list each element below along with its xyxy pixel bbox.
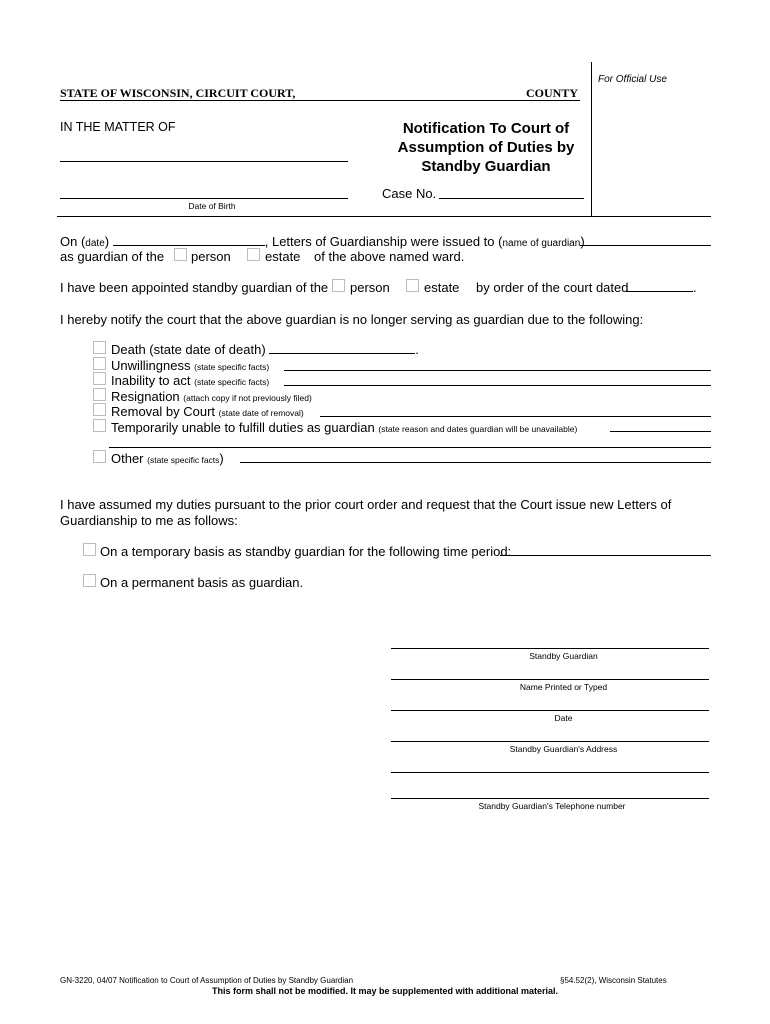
- temporarily-unable-label: Temporarily unable to fulfill duties as guardian: [111, 420, 375, 435]
- notify-text: I hereby notify the court that the above guardian is no longer serving as guardian due to the following:: [60, 312, 644, 327]
- standby-estate-checkbox[interactable]: [406, 279, 419, 292]
- name-hint: name of guardian: [502, 238, 581, 249]
- reason-temporarily-unable: [111, 420, 577, 437]
- in-the-matter-of: IN THE MATTER OF: [60, 120, 176, 134]
- guardian-person-label: person: [191, 249, 231, 264]
- ward-name-line[interactable]: [60, 161, 348, 162]
- official-use-divider: [591, 62, 592, 216]
- form-title: [386, 119, 586, 176]
- form-id: GN-3220, 04/07 Notification to Court of Assumption of Duties by Standby Guardian: [60, 976, 354, 985]
- resignation-hint: (attach copy if not previously filed): [183, 393, 312, 403]
- title-line-1: Notification To Court of: [402, 120, 570, 137]
- court-heading: STATE OF WISCONSIN, CIRCUIT COURT,: [60, 86, 296, 100]
- date-of-birth-line[interactable]: [60, 198, 348, 199]
- time-period-line[interactable]: [500, 555, 711, 556]
- permanent-basis-label: On a permanent basis as guardian.: [100, 575, 304, 590]
- court-order-date-line[interactable]: [626, 291, 693, 292]
- removal-hint: (state date of removal): [218, 408, 304, 418]
- date-of-birth-caption: Date of Birth: [188, 201, 236, 211]
- reason-inability: [111, 373, 269, 390]
- request-line-2: Guardianship to me as follows:: [60, 513, 238, 528]
- unwillingness-line[interactable]: [284, 370, 711, 371]
- request-line-1: I have assumed my duties pursuant to the prior court order and request that the Court issue new Letters of: [60, 497, 672, 512]
- guardian-name-line[interactable]: [580, 245, 711, 246]
- removal-date-line[interactable]: [320, 416, 711, 417]
- temporarily-unable-checkbox[interactable]: [93, 419, 106, 432]
- telephone-line[interactable]: [391, 798, 709, 799]
- unwillingness-label: Unwillingness: [111, 358, 191, 373]
- signature-date-line[interactable]: [391, 710, 709, 711]
- other-hint: (state specific facts: [147, 455, 220, 465]
- date-of-death-line[interactable]: [269, 343, 415, 354]
- name-printed-line[interactable]: [391, 679, 709, 680]
- order-period: .: [693, 280, 697, 295]
- case-number-line[interactable]: [439, 198, 584, 199]
- signature-line[interactable]: [391, 648, 709, 649]
- address-line-2[interactable]: [391, 772, 709, 773]
- death-period: .: [415, 342, 419, 357]
- other-line[interactable]: [240, 462, 711, 463]
- address-caption: Standby Guardian's Address: [509, 744, 618, 754]
- name-printed-caption: Name Printed or Typed: [519, 682, 608, 692]
- other-close: ): [219, 451, 224, 466]
- temporary-basis-checkbox[interactable]: [83, 543, 96, 556]
- statute-reference: §54.52(2), Wisconsin Statutes: [560, 976, 667, 985]
- reason-death: [111, 342, 419, 357]
- header-rule: [60, 100, 580, 101]
- inability-checkbox[interactable]: [93, 372, 106, 385]
- standby-guardian-caption: Standby Guardian: [529, 651, 598, 661]
- other-label: Other: [111, 451, 144, 466]
- as-guardian-of-text: as guardian of the: [60, 249, 165, 264]
- unwillingness-hint: (state specific facts): [194, 362, 270, 372]
- temporarily-unable-line-2[interactable]: [109, 447, 711, 448]
- date-caption: Date: [554, 713, 573, 723]
- by-order-text: by order of the court dated: [476, 280, 629, 295]
- temporary-basis-label: On a temporary basis as standby guardian for the following time period:: [100, 544, 512, 559]
- guardian-estate-label: estate: [265, 249, 301, 264]
- reason-removal: [111, 404, 304, 421]
- unwillingness-checkbox[interactable]: [93, 357, 106, 370]
- resignation-checkbox[interactable]: [93, 388, 106, 401]
- death-label: Death (state date of death): [111, 342, 266, 357]
- temporarily-unable-hint: (state reason and dates guardian will be unavailable): [378, 424, 578, 434]
- paren-close-2: ): [580, 234, 585, 249]
- standby-person-checkbox[interactable]: [332, 279, 345, 292]
- death-checkbox[interactable]: [93, 341, 106, 354]
- title-line-3: Standby Guardian: [421, 158, 551, 175]
- issue-date-line[interactable]: [113, 235, 265, 246]
- on-text: On (: [60, 234, 86, 249]
- appointed-text: I have been appointed standby guardian of the: [60, 280, 329, 295]
- case-number-label: Case No.: [382, 186, 437, 201]
- inability-label: Inability to act: [111, 373, 191, 388]
- paren-close: ): [104, 234, 110, 249]
- title-line-2: Assumption of Duties by: [397, 139, 575, 156]
- temporarily-unable-line[interactable]: [610, 431, 711, 432]
- resignation-label: Resignation: [111, 389, 180, 404]
- telephone-caption: Standby Guardian's Telephone number: [478, 801, 626, 811]
- inability-line[interactable]: [284, 385, 711, 386]
- permanent-basis-checkbox[interactable]: [83, 574, 96, 587]
- address-line-1[interactable]: [391, 741, 709, 742]
- of-ward-text: of the above named ward.: [314, 249, 465, 264]
- official-use-label: For Official Use: [598, 74, 667, 85]
- standby-estate-label: estate: [424, 280, 460, 295]
- removal-label: Removal by Court: [111, 404, 216, 419]
- guardian-estate-checkbox[interactable]: [247, 248, 260, 261]
- date-hint: date: [85, 238, 105, 249]
- inability-hint: (state specific facts): [194, 377, 270, 387]
- county-label: COUNTY: [526, 86, 579, 100]
- other-checkbox[interactable]: [93, 450, 106, 463]
- reason-other: [111, 451, 224, 468]
- standby-person-label: person: [350, 280, 390, 295]
- guardian-person-checkbox[interactable]: [174, 248, 187, 261]
- removal-checkbox[interactable]: [93, 403, 106, 416]
- caption-bottom-rule: [57, 216, 711, 217]
- modification-notice: This form shall not be modified. It may be supplemented with additional material.: [211, 986, 559, 996]
- letters-issued-text: , Letters of Guardianship were issued to (: [264, 234, 503, 249]
